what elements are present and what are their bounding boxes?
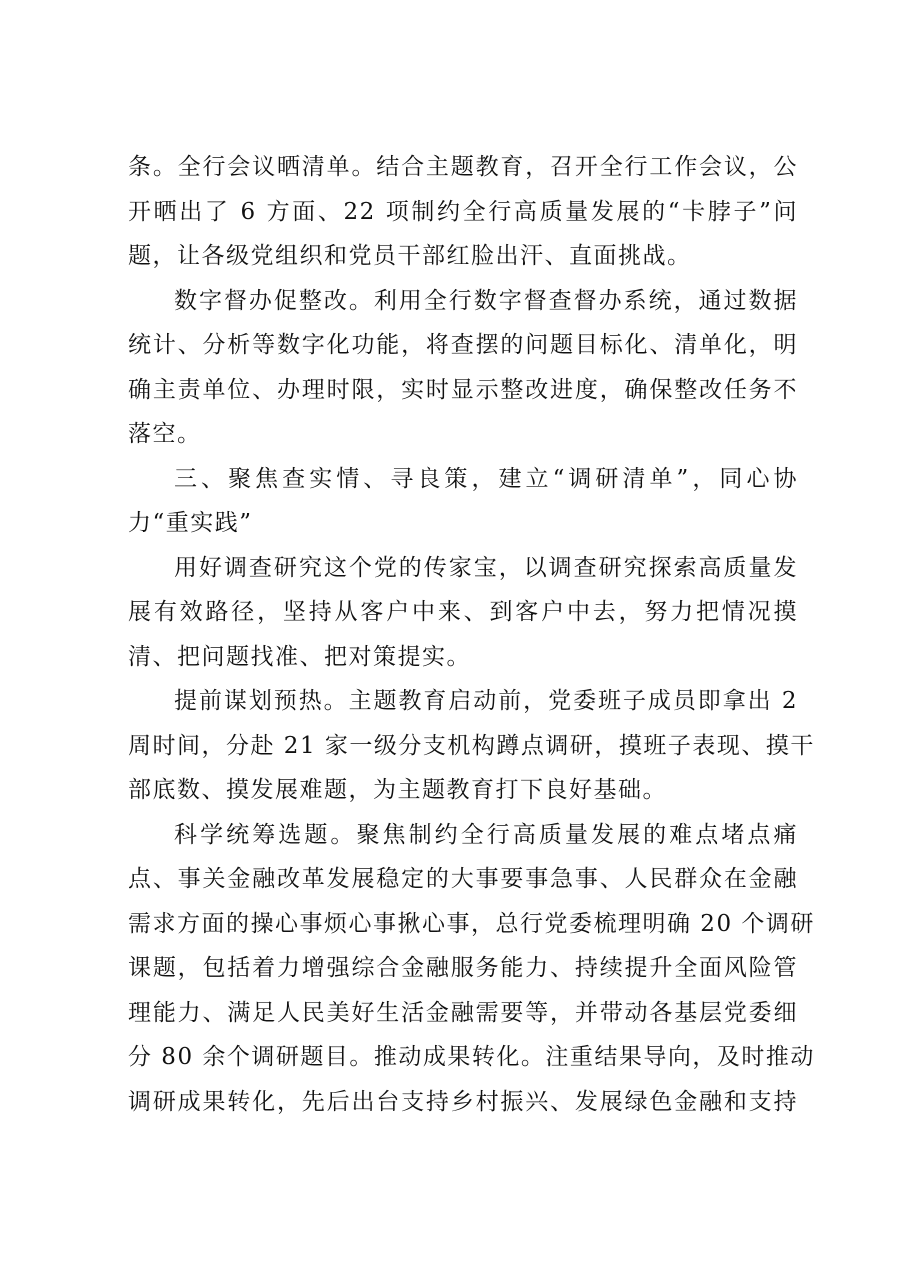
paragraph-p6 [128,813,815,1125]
text-line: 数字督办促整改。利用全行数字督查督办系统，通过数据 [174,287,798,314]
text-line: 提前谋划预热。主题教育启动前，党委班子成员即拿出 2 [174,688,798,714]
text-line: 需求方面的操心事烦心事揪心事，总行党委梳理明确 20 个调研 [128,910,815,937]
text-line: 清、把问题找准、把对策提实。 [128,643,471,670]
section-heading-line: 力“重实践” [128,510,253,536]
paragraph-p2 [128,279,798,457]
text-line: 理能力、满足人民美好生活金融需要等，并带动各基层党委细 [128,999,798,1026]
text-line: 周时间，分赴 21 家一级分支机构蹲点调研，摸班子表现、摸干 [128,732,815,759]
text-line: 课题，包括着力增强综合金融服务能力、持续提升全面风险管 [128,955,798,981]
paragraph-p4 [128,546,798,680]
text-line: 调研成果转化，先后出台支持乡村振兴、发展绿色金融和支持 [128,1088,798,1115]
section-heading-line: 三、聚焦查实情、寻良策，建立“调研清单”，同心协 [174,465,798,492]
paragraph-p3 [128,457,798,546]
text-line: 科学统筹选题。聚焦制约全行高质量发展的难点堵点痛 [174,821,798,848]
document-body [128,145,815,1124]
text-line: 落空。 [128,421,202,447]
text-line: 条。全行会议晒清单。结合主题教育，召开全行工作会议，公 [128,154,798,180]
paragraph-p1 [128,145,798,279]
text-line: 点、事关金融改革发展稳定的大事要事急事、人民群众在金融 [128,866,798,892]
paragraph-p5 [128,679,815,813]
text-line: 开晒出了 6 方面、22 项制约全行高质量发展的“卡脖子”问 [128,198,798,225]
text-line: 题，让各级党组织和党员干部红脸出汗、直面挑战。 [128,243,692,269]
text-line: 分 80 余个调研题目。推动成果转化。注重结果导向，及时推动 [128,1044,815,1070]
text-line: 展有效路径，坚持从客户中来、到客户中去，努力把情况摸 [128,599,798,625]
text-line: 部底数、摸发展难题，为主题教育打下良好基础。 [128,777,667,803]
text-line: 用好调查研究这个党的传家宝，以调查研究探索高质量发 [174,554,798,581]
text-line: 统计、分析等数字化功能，将查摆的问题目标化、清单化，明 [128,332,798,358]
text-line: 确主责单位、办理时限，实时显示整改进度，确保整改任务不 [128,376,798,403]
